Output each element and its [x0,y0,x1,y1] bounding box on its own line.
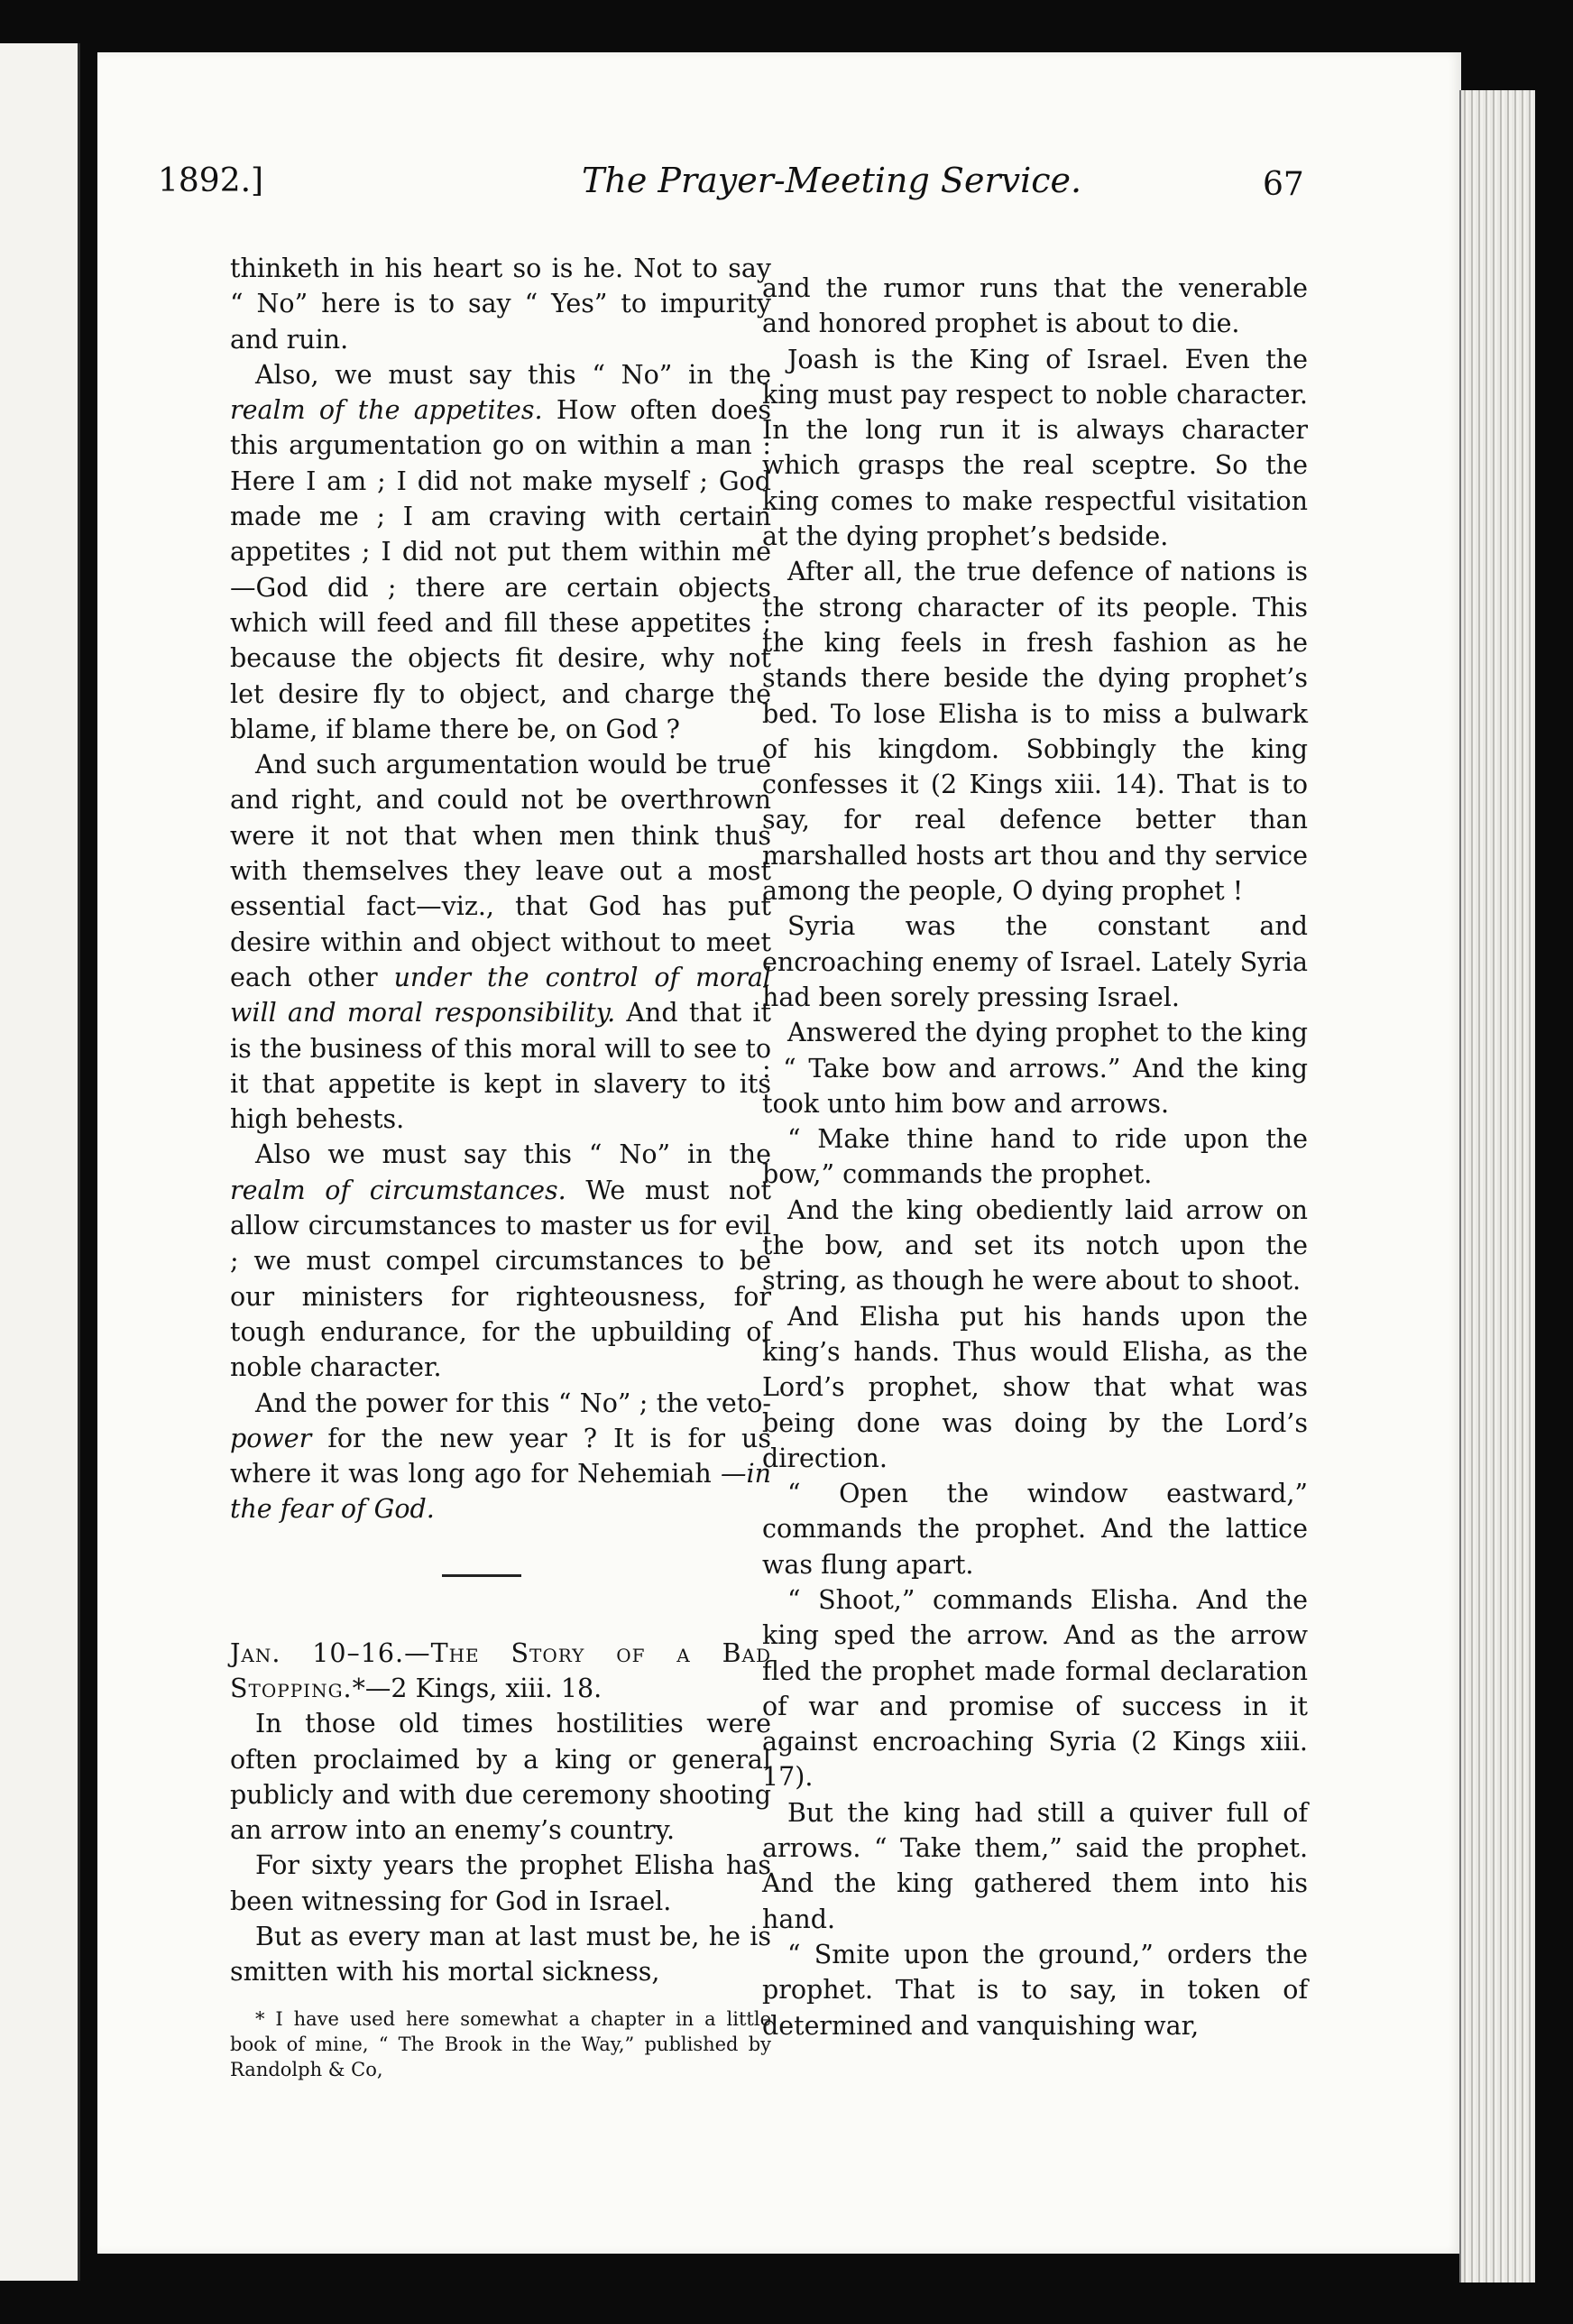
paragraph: For sixty years the prophet Elisha has been witnessing for God in Israel. [230,1850,771,1916]
paragraph: After all, the true defence of nations is the strong character of its people. This the king feels in fresh fashion as he stands there beside the dying prophet’s bed. To lose Elisha is to miss a bulwark of his kingdom. Sobbingly the king confesses it (2 Kings xiii. 14). That is to say, for real defence better than marshalled hosts art thou and thy service among the people, O dying prophet ! [762,557,1308,907]
paragraph: Also, we must say this “ No” in the realm of the appetites. How often does this argumentation go on within a man : Here I am ; I did not make myself ; God made me ; I am craving with certain appetites ; I did not put them within me—God did ; there are certain objects which will feed and fill these appetites ; because the objects fit desire, why not let desire fly to object, and charge the blame, if blame there be, on God ? [230,359,771,744]
paragraph: and the rumor runs that the venerable and honored prophet is about to die. [762,273,1308,339]
header-year: 1892.] [158,162,264,199]
section-heading: Jan. 10–16.—The Story of a Bad Stopping.*—2 Kings, xiii. 18. [230,1637,771,1703]
running-header [158,135,1321,203]
paragraph: And Elisha put his hands upon the king’s hands. Thus would Elisha, as the Lord’s prophet, show that what was being done was doing by the Lord’s direction. [762,1301,1308,1473]
paragraph: “ Make thine hand to ride upon the bow,” commands the prophet. [762,1124,1308,1190]
paragraph: But as every man at last must be, he is smitten with his mortal sickness, [230,1922,771,1987]
paragraph: Answered the dying prophet to the king : “ Take bow and arrows.” And the king took unto him bow and arrows. [762,1018,1308,1119]
section-divider [230,1527,771,1623]
paragraph: “ Open the window eastward,” commands the prophet. And the lattice was flung apart. [762,1479,1308,1580]
page-number: 67 [1263,166,1304,203]
paragraph: And the power for this “ No” ; the veto-power for the new year ? It is for us where it was long ago for Nehemiah —in the fear of God. [230,1388,771,1525]
paragraph: Syria was the constant and encroaching enemy of Israel. Lately Syria had been sorely pressing Israel. [762,911,1308,1012]
page-stack-edges [1459,90,1535,2282]
paragraph: thinketh in his heart so is he. Not to say “ No” here is to say “ Yes” to impurity and ruin. [230,254,771,355]
paragraph: Also we must say this “ No” in the realm of circumstances. We must not allow circumstances to master us for evil ; we must compel circumstances to be our ministers for righteousness, for tough endurance, for the upbuilding of noble character. [230,1139,771,1383]
header-title: The Prayer-Meeting Service. [582,161,1082,200]
paragraph: And such argumentation would be true and right, and could not be overthrown were it not that when men think thus with themselves they leave out a most essential fact—viz., that God has put desire within and object without to meet each other under the control of moral will and moral responsibility. And that it is the business of this moral will to see to it that appetite is kept in slavery to its high behests. [230,750,771,1135]
left-column [230,251,771,2082]
paragraph: Joash is the King of Israel. Even the king must pay respect to noble character. In the long run it is always character which grasps the real sceptre. So the king comes to make respectful visitation at the dying prophet’s bedside. [762,344,1308,552]
footnote: * I have used here somewhat a chapter in a little book of mine, “ The Brook in the Way,” published by Randolph & Co, [230,2007,771,2080]
facing-page-edge [0,43,80,2281]
paragraph: “ Shoot,” commands Elisha. And the king sped the arrow. And as the arrow fled the prophet made formal declaration of war and promise of success in it against encroaching Syria (2 Kings xiii. 17). [762,1584,1308,1793]
paragraph: But the king had still a quiver full of arrows. “ Take them,” said the prophet. And the king gathered them into his hand. [762,1797,1308,1934]
paragraph: “ Smite upon the ground,” orders the prophet. That is to say, in token of determined and vanquishing war, [762,1939,1308,2041]
paragraph: And the king obediently laid arrow on the bow, and set its notch upon the string, as though he were about to shoot. [762,1194,1308,1296]
right-column [762,271,1308,2043]
paragraph: In those old times hostilities were often proclaimed by a king or general publicly and with due ceremony shooting an arrow into an enemy’s country. [230,1709,771,1846]
